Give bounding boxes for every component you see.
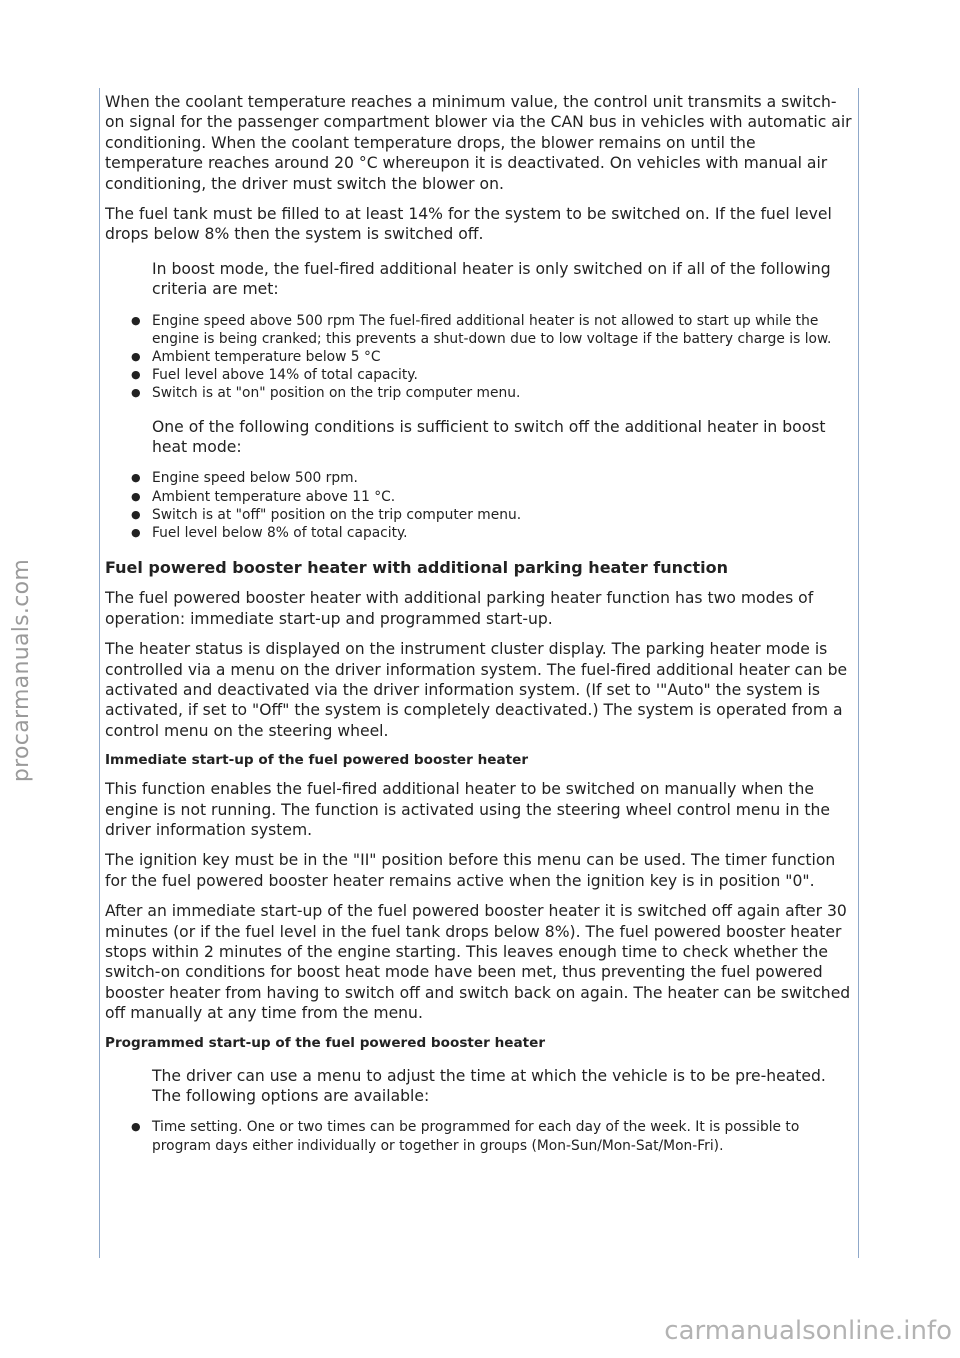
subheading-programmed-start: Programmed start-up of the fuel powered booster heater bbox=[105, 1034, 546, 1051]
paragraph-ignition-key: The ignition key must be in the "II" position before this menu can be used. The timer function for the fuel powered booster heater remains active when the ignition key is in position "0". bbox=[105, 851, 836, 890]
section-heading-parking-heater: Fuel powered booster heater with additional parking heater function bbox=[105, 558, 729, 578]
paragraph-fuel-tank-level: The fuel tank must be filled to at least 14% for the system to be switched on. If the fuel level drops below 8% then the system is switched off. bbox=[105, 205, 832, 244]
list-item: ● Ambient temperature above 11 °C. bbox=[105, 488, 855, 506]
side-watermark-text: procarmanuals.com bbox=[9, 558, 35, 782]
boost-on-intro: In boost mode, the fuel-fired additional heater is only switched on if all of the following criteria are met: bbox=[152, 259, 831, 299]
list-item: ● Switch is at "on" position on the trip computer menu. bbox=[105, 384, 855, 402]
list-item: ● Time setting. One or two times can be programmed for each day of the week. It is possible to program days either individually or together in groups (Mon-Sun/Mon-Sat/Mon-Fri). bbox=[105, 1118, 855, 1154]
boost-off-conditions-list bbox=[105, 469, 855, 542]
paragraph-switch-off-timing: After an immediate start-up of the fuel powered booster heater it is switched off again after 30 minutes (or if the fuel level in the fuel tank drops below 8%). The fuel powered booster heater stops within 2 minutes of the engine starting. This leaves enough time to check whether the switch-on conditions for boost heat mode have been met, thus preventing the fuel powered booster heater from having to switch off and switch back on again. The heater can be switched off manually at any time from the menu. bbox=[105, 902, 851, 1023]
boost-on-criteria-list bbox=[105, 312, 855, 403]
list-item: ● Engine speed above 500 rpm The fuel-fired additional heater is not allowed to start up while the engine is being cranked; this prevents a shut-down due to low voltage if the battery charge is low. bbox=[105, 312, 855, 348]
side-watermark bbox=[4, 560, 40, 780]
list-item: ● Fuel level above 14% of total capacity. bbox=[105, 366, 855, 384]
paragraph-immediate-function: This function enables the fuel-fired additional heater to be switched on manually when the engine is not running. The function is activated using the steering wheel control menu in the driver information system. bbox=[105, 780, 831, 839]
right-margin-rule bbox=[858, 88, 859, 1258]
paragraph-coolant-blower: When the coolant temperature reaches a minimum value, the control unit transmits a switch-on signal for the passenger compartment blower via the CAN bus in vehicles with automatic air conditioning. When the coolant temperature drops, the blower remains on until the temperature reaches around 20 °C whereupon it is deactivated. On vehicles with manual air conditioning, the driver must switch the blower on. bbox=[105, 93, 852, 193]
subheading-immediate-start: Immediate start-up of the fuel powered booster heater bbox=[105, 752, 529, 769]
bottom-watermark: carmanualsonline.info bbox=[664, 1316, 952, 1346]
paragraph-two-modes: The fuel powered booster heater with additional parking heater function has two modes of operation: immediate start-up and programmed start-up. bbox=[105, 589, 814, 628]
list-item: ● Ambient temperature below 5 °C bbox=[105, 348, 855, 366]
programmed-options-list bbox=[105, 1118, 855, 1154]
page-content bbox=[105, 92, 855, 1262]
boost-off-intro: One of the following conditions is sufficient to switch off the additional heater in boost heat mode: bbox=[152, 417, 826, 457]
paragraph-heater-status: The heater status is displayed on the instrument cluster display. The parking heater mode is controlled via a menu on the driver information system. The fuel-fired additional heater can be activated and deactivated via the driver information system. (If set to '"Auto" the system is activated, if set to "Off" the system is completely deactivated.) The system is operated from a control menu on the steering wheel. bbox=[105, 640, 848, 740]
left-margin-rule bbox=[99, 88, 100, 1258]
programmed-intro: The driver can use a menu to adjust the time at which the vehicle is to be pre-heated. The following options are available: bbox=[152, 1066, 826, 1106]
list-item: ● Switch is at "off" position on the trip computer menu. bbox=[105, 506, 855, 524]
list-item: ● Fuel level below 8% of total capacity. bbox=[105, 524, 855, 542]
list-item: ● Engine speed below 500 rpm. bbox=[105, 469, 855, 487]
